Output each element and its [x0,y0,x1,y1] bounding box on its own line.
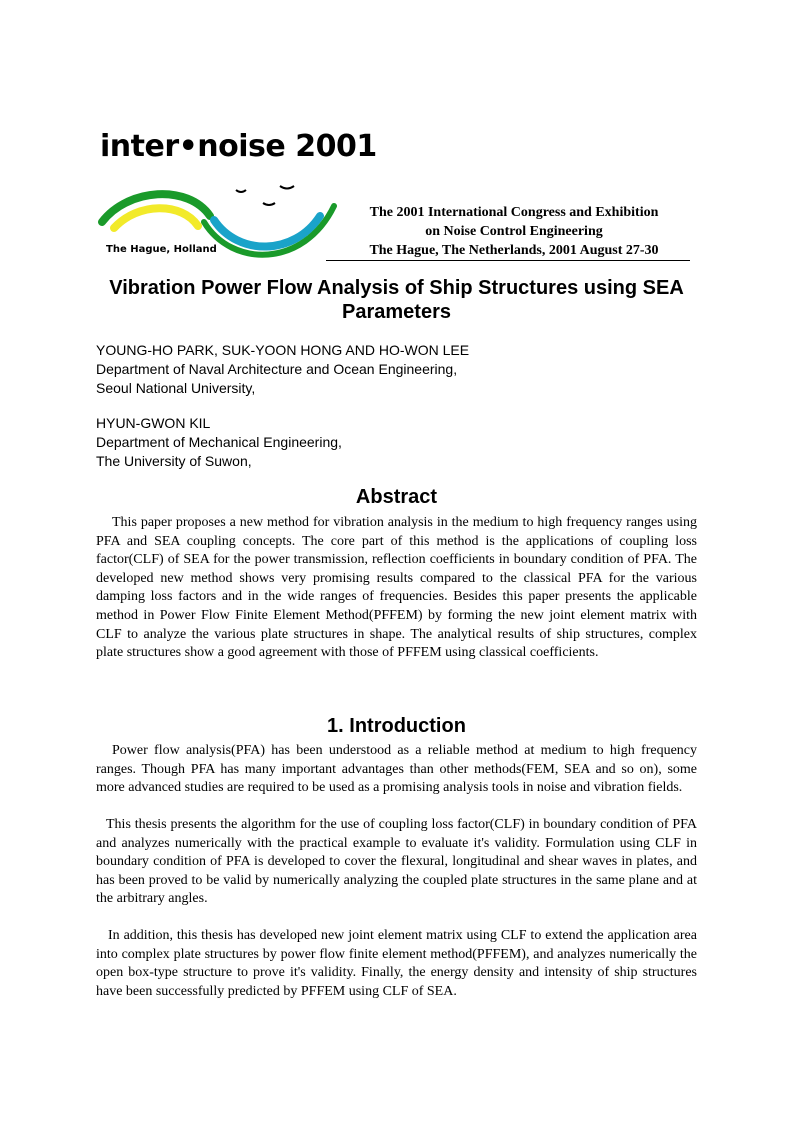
header-rule [326,260,690,261]
introduction-paragraph-3: In addition, this thesis has developed new joint element matrix using CLF to extend the application area into complex plate structures by power flow finite element method(PFFEM), and analyzes numerically the open box-type structure to prove it's validity. Finally, the energy density and intensity of ship structures have been successfully predicted by PFFEM using CLF of SEA. [96,928,697,999]
abstract-heading: Abstract [355,486,438,508]
author-names-1: YOUNG-HO PARK, SUK-YOON HONG AND HO-WON LEE [96,342,470,358]
author-dept-2: Department of Mechanical Engineering, [96,434,342,450]
abstract-text: This paper proposes a new method for vibration analysis in the medium to high frequency ranges using PFA and SEA coupling concepts. The core part of this method is the applications of coupling loss factor(CLF) of SEA for the power transmission, reflection coefficients in boundary condition of PFA. The developed new method shows very promising results compared to the classical PFA for the various damping loss factors and in the wide ranges of frequencies. Besides this paper presents the applicable method in Power Flow Finite Element Method(PFFEM) by forming the new joint element matrix with CLF to analyze the various plate structures in shape. The analytical results of ship structures, complex plate structures show a good agreement with those of PFFEM using classical coefficients. [96,515,697,661]
logo-caption: The Hague, Holland [106,244,217,255]
conference-logo [98,128,377,258]
author-univ-2: The University of Suwon, [96,453,252,469]
conference-line-1: The 2001 International Congress and Exhibition [369,205,659,220]
author-names-2: HYUN-GWON KIL [96,415,211,431]
author-dept-1: Department of Naval Architecture and Ocean Engineering, [96,361,458,377]
paper-title: Vibration Power Flow Analysis of Ship Structures using SEA Parameters [109,277,684,323]
logo-smile-3 [263,203,275,205]
logo-yellow-wave [114,208,198,228]
introduction-paragraph-1: Power flow analysis(PFA) has been understood as a reliable method at medium to high frequency ranges. Though PFA has many important advantages than other methods(FEM, SEA and so on), some more advanced studies are required to be used as a promising analysis tools in noise and vibration fields. [96,743,697,796]
conference-info [338,203,690,260]
author-univ-1: Seoul National University, [96,380,256,396]
conference-line-3: The Hague, The Netherlands, 2001 August 27-30 [369,243,659,258]
logo-smile-1 [236,190,246,192]
logo-wordmark: inter•noise 2001 [100,129,377,164]
introduction-paragraph-2: This thesis presents the algorithm for the use of coupling loss factor(CLF) in boundary condition of PFA and analyzes numerically with the practical example to evaluate it's validity. Formulation using CLF in boundary condition of PFA is developed to cover the flexural, longitudinal and shear waves in plates, and has been proved to be valid by numerically analyzing the coupled plate structures in the same plane and at the arbitrary angles. [96,817,697,907]
conference-line-2: on Noise Control Engineering [425,224,603,239]
introduction-heading: 1. Introduction [327,715,466,737]
author-block [96,341,696,471]
logo-smile-2 [280,186,294,189]
